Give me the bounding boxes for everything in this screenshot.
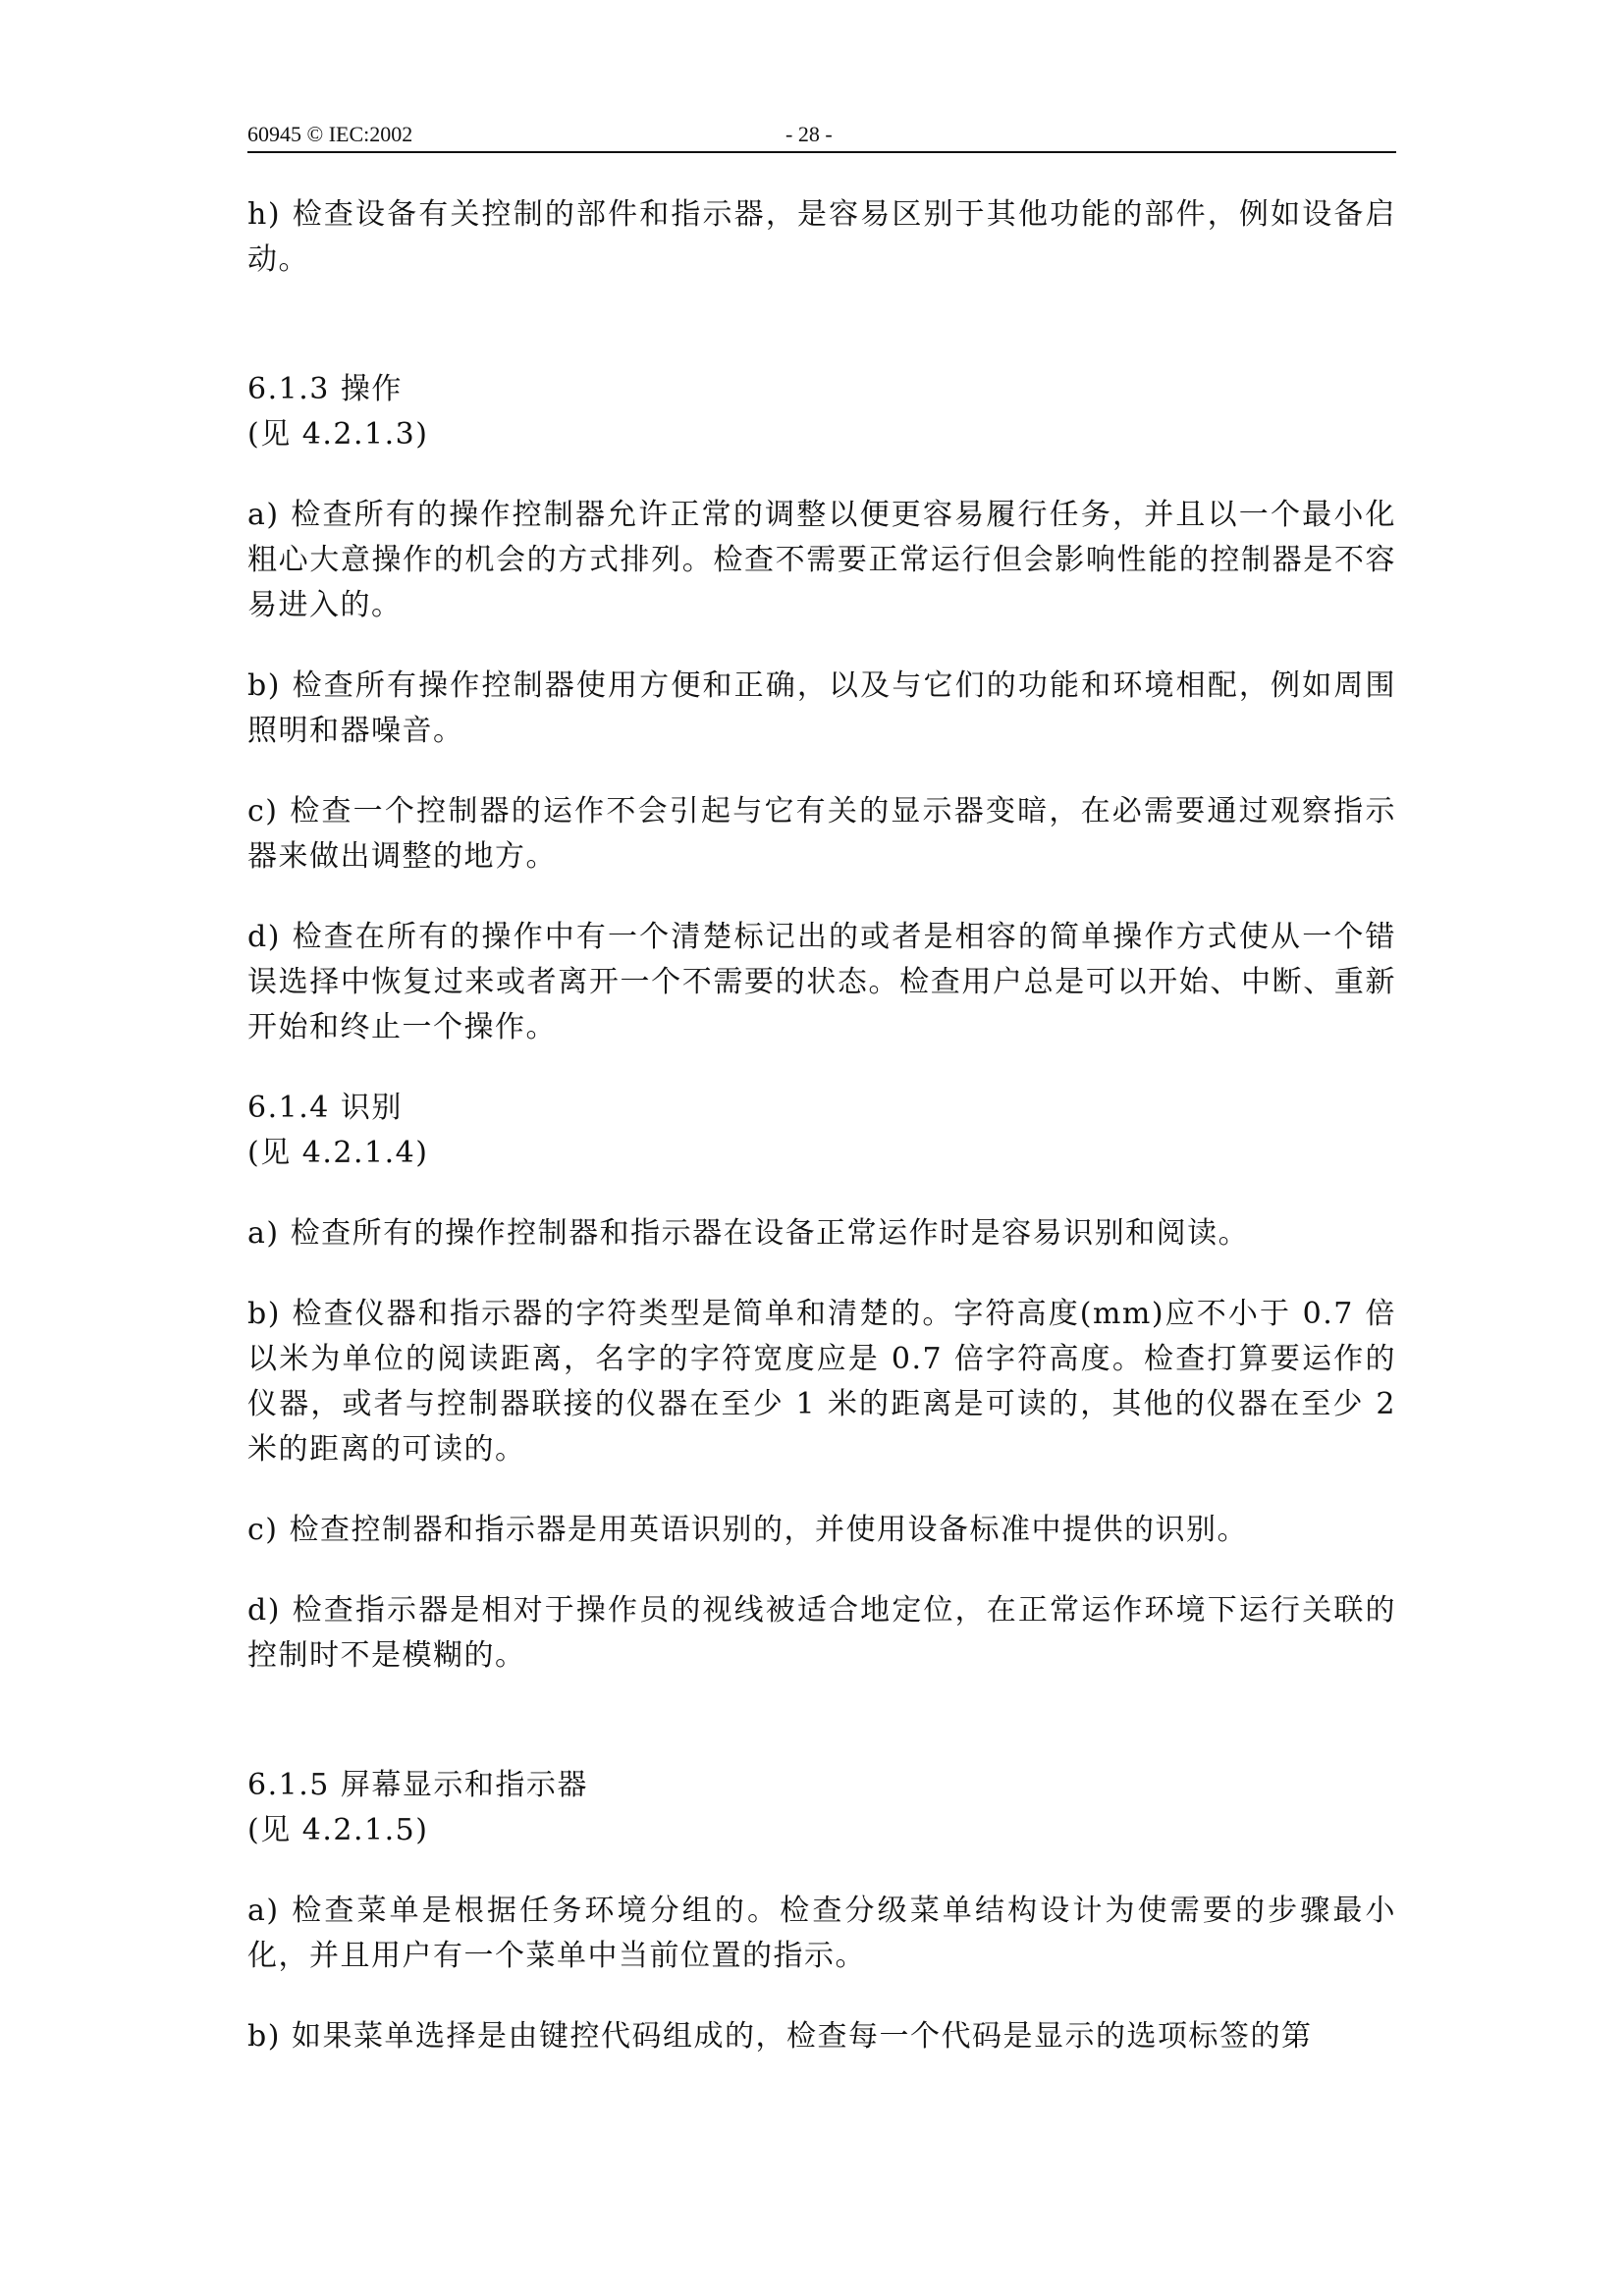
item-h-paragraph: h) 检查设备有关控制的部件和指示器，是容易区别于其他功能的部件，例如设备启动。	[247, 197, 1396, 277]
section-6-1-5-reference: (见 4.2.1.5)	[247, 1813, 429, 1847]
section-6-1-4-item-b: b) 检查仪器和指示器的字符类型是简单和清楚的。字符高度(mm)应不小于 0.7 倍以米为单位的阅读距离，名字的字符宽度应是 0.7 倍字符高度。检查打算要运作的仪器，或者与控制器联接的仪器在至少 1 米的距离是可读的，其他的仪器在至少 2 米的距离的可读的。	[247, 1297, 1396, 1467]
section-6-1-4-item-a: a) 检查所有的操作控制器和指示器在设备正常运作时是容易识别和阅读。	[247, 1216, 1250, 1251]
section-6-1-4-reference: (见 4.2.1.4)	[247, 1136, 429, 1170]
page-body	[247, 192, 1396, 2059]
section-6-1-4-item-c: c) 检查控制器和指示器是用英语识别的，并使用设备标准中提供的识别。	[247, 1513, 1249, 1547]
section-6-1-3-title: 6.1.3 操作	[247, 372, 403, 406]
section-6-1-3-item-c: c) 检查一个控制器的运作不会引起与它有关的显示器变暗，在必需要通过观察指示器来做出调整的地方。	[247, 794, 1396, 874]
section-6-1-4-item-d: d) 检查指示器是相对于操作员的视线被适合地定位，在正常运作环境下运行关联的控制时不是模糊的。	[247, 1593, 1396, 1673]
section-6-1-3-item-a: a) 检查所有的操作控制器允许正常的调整以便更容易履行任务，并且以一个最小化粗心大意操作的机会的方式排列。检查不需要正常运行但会影响性能的控制器是不容易进入的。	[247, 498, 1396, 622]
section-6-1-3-reference: (见 4.2.1.3)	[247, 417, 429, 452]
section-6-1-3-item-d: d) 检查在所有的操作中有一个清楚标记出的或者是相容的简单操作方式使从一个错误选择中恢复过来或者离开一个不需要的状态。检查用户总是可以开始、中断、重新开始和终止一个操作。	[247, 920, 1396, 1044]
section-6-1-5-title: 6.1.5 屏幕显示和指示器	[247, 1768, 588, 1802]
section-6-1-5-item-a: a) 检查菜单是根据任务环境分组的。检查分级菜单结构设计为使需要的步骤最小化，并且用户有一个菜单中当前位置的指示。	[247, 1894, 1396, 1973]
document-id: 60945 © IEC:2002	[247, 122, 413, 146]
section-6-1-4-title: 6.1.4 识别	[247, 1091, 403, 1125]
page-number: - 28 -	[785, 122, 833, 146]
section-6-1-5-item-b: b) 如果菜单选择是由键控代码组成的，检查每一个代码是显示的选项标签的第	[247, 2019, 1313, 2054]
section-6-1-3-item-b: b) 检查所有操作控制器使用方便和正确，以及与它们的功能和环境相配，例如周围照明和器噪音。	[247, 668, 1396, 748]
page-header	[247, 116, 1396, 153]
